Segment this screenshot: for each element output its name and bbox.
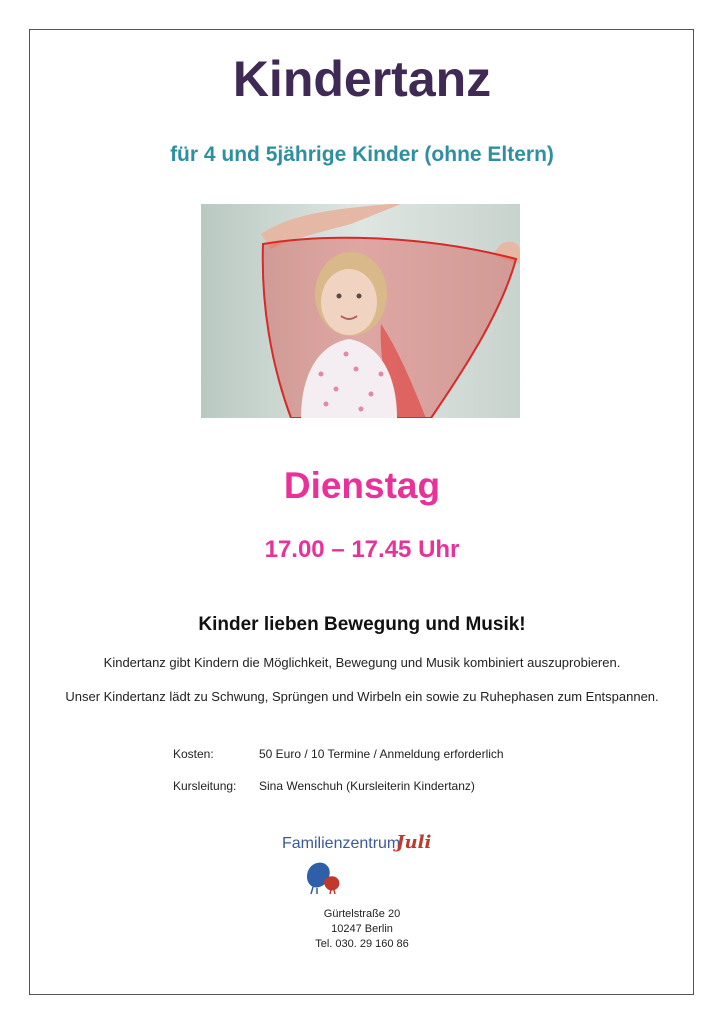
logo-text: Familienzentrum bbox=[282, 835, 401, 852]
bird-logo-icon bbox=[303, 859, 343, 895]
info-label: Kosten: bbox=[173, 747, 214, 761]
info-value: 50 Euro / 10 Termine / Anmeldung erforderlich bbox=[259, 747, 504, 761]
info-value: Sina Wenschuh (Kursleiterin Kindertanz) bbox=[259, 779, 475, 793]
course-day: Dienstag bbox=[283, 465, 441, 506]
logo-script: Juli bbox=[396, 832, 432, 853]
info-row-instructor bbox=[173, 779, 475, 793]
description-paragraph: Kindertanz gibt Kindern die Möglichkeit, Bewegung und Musik kombiniert auszuprobieren. bbox=[103, 655, 621, 670]
description-paragraph: Unser Kindertanz lädt zu Schwung, Sprüngen und Wirbeln ein sowie zu Ruhephasen zum Entspannen. bbox=[65, 689, 659, 704]
page-title: Kindertanz bbox=[232, 51, 492, 107]
info-row-costs bbox=[173, 747, 504, 761]
address-city: 10247 Berlin bbox=[331, 923, 393, 935]
address-phone: Tel. 030. 29 160 86 bbox=[315, 938, 409, 950]
photo-child-with-scarf bbox=[201, 204, 520, 418]
info-label: Kursleitung: bbox=[173, 779, 237, 793]
tagline: Kinder lieben Bewegung und Musik! bbox=[198, 614, 526, 635]
subtitle: für 4 und 5jährige Kinder (ohne Eltern) bbox=[170, 143, 554, 166]
address-street: Gürtelstraße 20 bbox=[323, 908, 401, 920]
course-time: 17.00 – 17.45 Uhr bbox=[264, 536, 460, 563]
